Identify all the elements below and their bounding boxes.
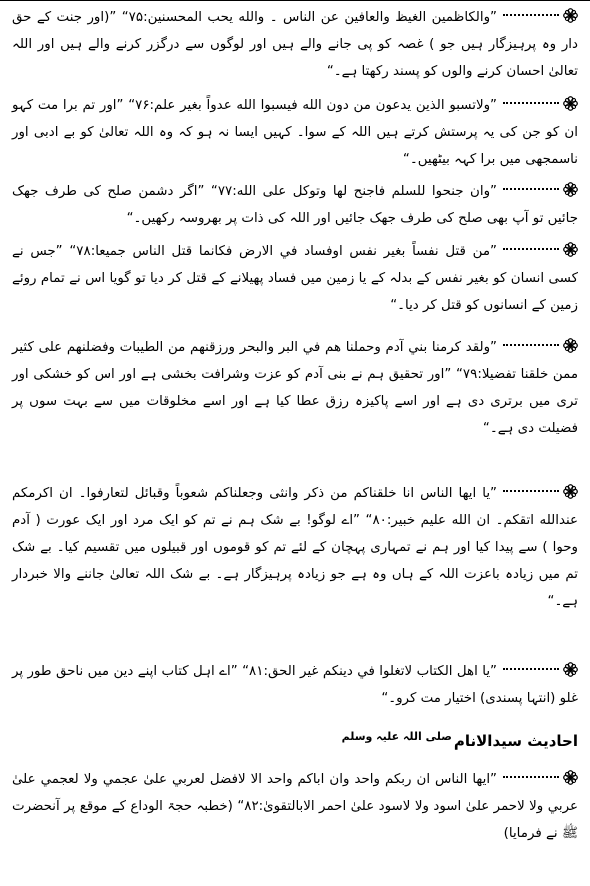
- heading-text: احادیث سیدالانام: [453, 732, 578, 750]
- flower-ornament-icon: [563, 8, 578, 23]
- dotted-leader: [503, 490, 559, 492]
- verse-translation: ”جس نے کسی انسان کو بغیر نفس کے بدلہ کے یا زمین میں فساد پھیلانے کے قتل کر دیا تو گویا اس نے تمام روئے زمین کے انسانوں کو قتل کر دیا۔“: [12, 244, 578, 313]
- verse-entry-80: [10, 480, 580, 658]
- hadith-entry-82: [10, 766, 580, 856]
- verse-arabic: ”وان جنحوا للسلم فاجنح لها وتوكل على الله:۷۷“: [210, 184, 497, 199]
- hadith-arabic: ”ايها الناس ان ربكم واحد وان اباكم واحد الا لافضل لعربي علىٰ عجمي ولا لعجمي علىٰ عربي ولا لاحمر علىٰ اسود ولا لاسود علىٰ احمر الابالتقوىٰ:۸۲“: [12, 772, 578, 814]
- dotted-leader: [503, 188, 559, 190]
- verse-translation: ”اور تم برا مت کہو ان کو جن کی یہ پرستش کرتے ہیں اللہ کے سوا۔ کہیں ایسا نہ ہو کہ وہ اللہ تعالیٰ کو بے ادبی اور ناسمجھی میں برا کہہ بیٹھیں۔“: [12, 98, 578, 167]
- verse-arabic: ”يا اهل الكتاب لاتغلوا في دينكم غير الحق:۸۱“: [242, 664, 497, 679]
- flower-ornament-icon: [563, 182, 578, 197]
- honorific-text: صلی اللہ علیہ وسلم: [341, 730, 452, 743]
- verse-translation: ”اور تحقیق ہم نے بنی آدم کو عزت وشرافت بخشی ہے اور اس کو خشکی اور تری میں برتری دی ہے اور اسے پاکیزہ رزق عطا کیا ہے اور اسے مخلوقات میں سے بہت سوں پر فضیلت دی ہے۔“: [12, 367, 578, 436]
- verse-arabic: ”والكاظمين الغيظ والعافين عن الناس ۔ والله يحب المحسنين:۷۵“: [121, 10, 497, 25]
- verse-entry-79: [10, 334, 580, 480]
- flower-ornament-icon: [563, 662, 578, 677]
- top-rule: [0, 0, 590, 1]
- verse-arabic: ”يا ايها الناس انا خلقناكم من ذكر وانثى وجعلناكم شعوباً وقبائل لتعارفوا۔ ان اكرمكم عندالله اتقكم۔ ان الله عليم خبير:۸۰“: [12, 486, 579, 528]
- section-heading: [10, 716, 580, 766]
- verse-translation: ”اگر دشمن صلح کی طرف جھک جائیں تو آپ بھی صلح کی طرف جھک جائیں اور اللہ کی ذات پر بھروسہ رکھیں۔“: [12, 184, 578, 226]
- flower-ornament-icon: [563, 338, 578, 353]
- flower-ornament-icon: [563, 242, 578, 257]
- verse-arabic: ”من قتل نفساً بغير نفس اوفساد في الارض فكانما قتل الناس جميعا:۷۸“: [69, 244, 497, 259]
- verse-translation: ”اے اہل کتاب اپنے دین میں ناحق طور پر غلو (انتہا پسندی) اختیار مت کرو۔“: [12, 664, 578, 706]
- verse-translation: ”(اور جنت کے حق دار وہ پرہیزگار ہیں جو ) غصہ کو پی جانے والے ہیں اور لوگوں سے درگزر کرنے والے ہیں اور اللہ تعالیٰ احسان کرنے والوں کو پسند رکھتا ہے۔“: [12, 10, 578, 79]
- verse-entry-77: [10, 178, 580, 238]
- dotted-leader: [503, 14, 559, 16]
- verse-entry-78: [10, 238, 580, 334]
- verse-entry-81: [10, 658, 580, 716]
- verse-entry-75: [10, 4, 580, 92]
- dotted-leader: [503, 102, 559, 104]
- flower-ornament-icon: [563, 770, 578, 785]
- dotted-leader: [503, 776, 559, 778]
- flower-ornament-icon: [563, 484, 578, 499]
- verse-translation: ”اے لوگو! بے شک ہم نے تم کو ایک مرد اور ایک عورت ( آدم وحوا ) سے پیدا کیا اور ہم نے تمہاری پہچان کے لئے تم کو قوموں اور قبیلوں میں تقسیم کیا۔ بے شک تم میں زیادہ باعزت اللہ کے ہاں وہ ہے جو زیادہ پرہیزگار ہے۔ بے شک اللہ تعالیٰ جاننے والا خبردار ہے۔“: [12, 513, 578, 609]
- verse-entry-76: [10, 92, 580, 178]
- document-page: [10, 4, 580, 856]
- verse-arabic: ”ولاتسبو الذين يدعون من دون الله فيسبوا الله عدواً بغير علم:۷۶“: [128, 98, 497, 113]
- verse-arabic: ”ولقد كرمنا بني آدم وحملنا هم في البر والبحر ورزقنهم من الطيبات وفضلنهم على كثير ممن خلقنا تفضيلا:۷۹“: [12, 340, 578, 382]
- flower-ornament-icon: [563, 96, 578, 111]
- dotted-leader: [503, 248, 559, 250]
- hadith-attribution: (خطبہ حجۃ الوداع کے موقع پر آنحضرت ﷺ نے فرمایا): [12, 799, 578, 841]
- dotted-leader: [503, 344, 559, 346]
- dotted-leader: [503, 668, 559, 670]
